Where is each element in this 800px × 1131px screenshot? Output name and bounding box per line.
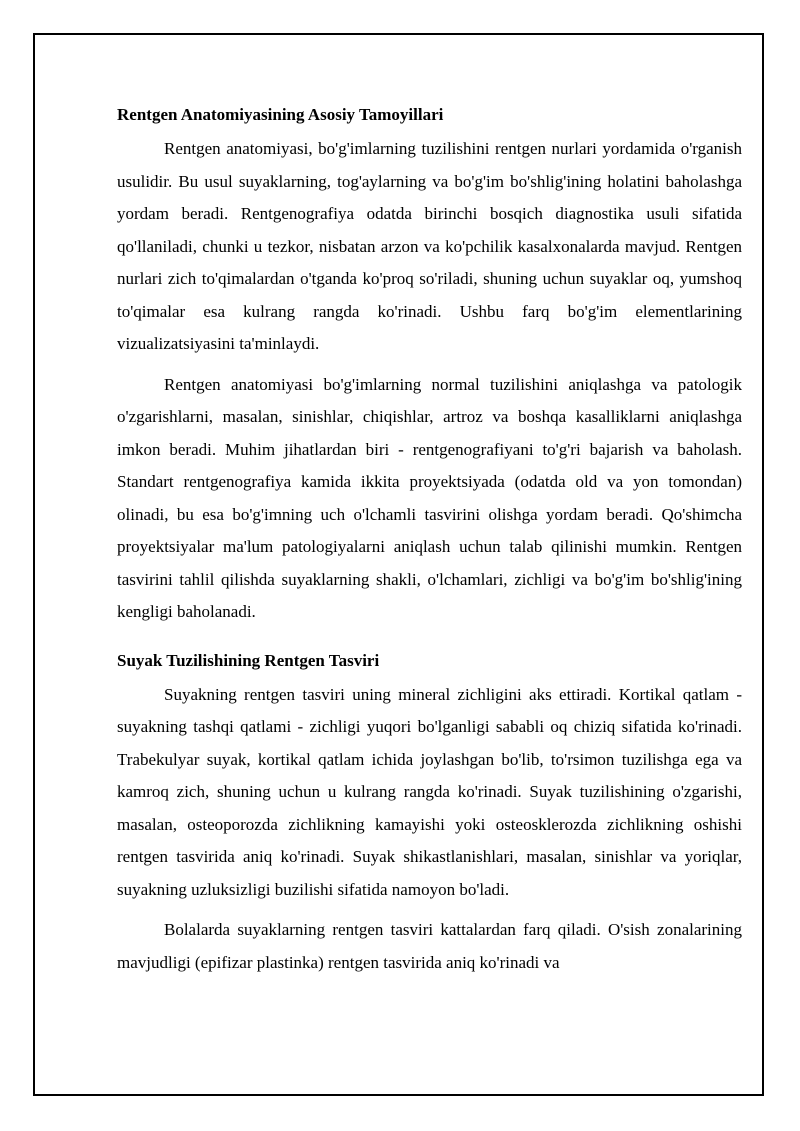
document-body	[117, 99, 742, 987]
paragraph: Rentgen anatomiyasi bo'g'imlarning normal tuzilishini aniqlashga va patologik o'zgarishlarni, masalan, sinishlar, chiqishlar, artroz va boshqa kasalliklarni aniqlashga imkon beradi. Muhim jihatlardan biri - rentgenografiyani to'g'ri bajarish va baholash. Standart rentgenografiya kamida ikkita proyektsiyada (odatda old va yon tomondan) olinadi, bu esa bo'g'imning uch o'lchamli tasvirini olishga yordam beradi. Qo'shimcha proyektsiyalar ma'lum patologiyalarni aniqlash uchun talab qilinishi mumkin. Rentgen tasvirini tahlil qilishda suyaklarning shakli, o'lchamlari, zichligi va bo'g'im bo'shlig'ining kengligi baholanadi.	[117, 374, 742, 621]
section-heading: Rentgen Anatomiyasining Asosiy Tamoyillari	[117, 105, 444, 124]
page-border	[33, 33, 764, 1096]
section-heading: Suyak Tuzilishining Rentgen Tasviri	[117, 650, 380, 670]
paragraph: Bolalarda suyaklarning rentgen tasviri kattalardan farq qiladi. O'sish zonalarining mavjudligi (epifizar plastinka) rentgen tasvirida aniq ko'rinadi va	[117, 920, 742, 972]
paragraph: Rentgen anatomiyasi, bo'g'imlarning tuzilishini rentgen nurlari yordamida o'rganish usulidir. Bu usul suyaklarning, tog'aylarning va bo'g'im bo'shlig'ining holatini baholashga yordam beradi. Rentgenografiya odatda birinchi bosqich diagnostika usuli sifatida qo'llaniladi, chunki u tezkor, nisbatan arzon va ko'pchilik kasalxonalarda mavjud. Rentgen nurlari zich to'qimalardan o'tganda ko'proq so'riladi, shuning uchun suyaklar oq, yumshoq to'qimalar esa kulrang rangda ko'rinadi. Ushbu farq bo'g'im elementlarining vizualizatsiyasini ta'minlaydi.	[117, 139, 742, 353]
paragraph: Suyakning rentgen tasviri uning mineral zichligini aks ettiradi. Kortikal qatlam - suyakning tashqi qatlami - zichligi yuqori bo'lganligi sababli oq chiziq sifatida ko'rinadi. Trabekulyar suyak, kortikal qatlam ichida joylashgan bo'lib, to'rsimon tuzilishga ega va kamroq zich, shuning uchun u kulrang rangda ko'rinadi. Suyak tuzilishining o'zgarishi, masalan, osteoporozda zichlikning kamayishi yoki osteosklerozda zichlikning oshishi rentgen tasvirida aniq ko'rinadi. Suyak shikastlanishlari, masalan, sinishlar va yoriqlar, suyakning uzluksizligi buzilishi sifatida namoyon bo'ladi.	[117, 684, 742, 899]
